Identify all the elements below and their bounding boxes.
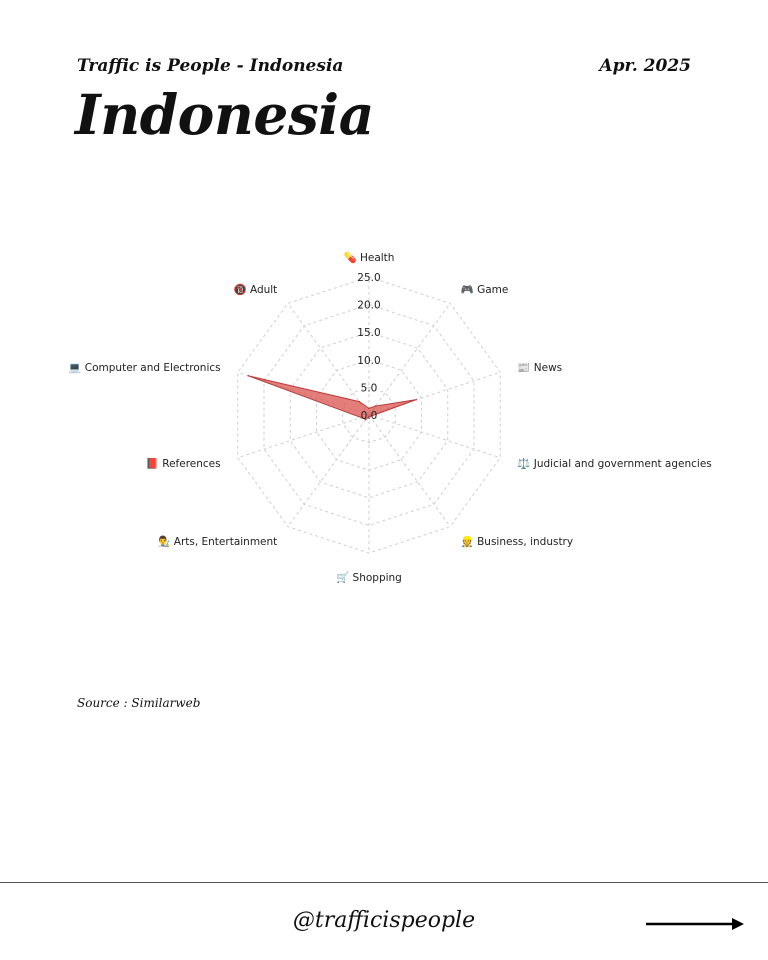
category-label: 📰 News xyxy=(517,361,563,374)
grid-spoke xyxy=(288,415,369,527)
series-area xyxy=(248,376,416,420)
category-label: 🛒 Shopping xyxy=(336,572,402,584)
radial-tick-label: 20.0 xyxy=(357,299,381,312)
category-label: 💻 Computer and Electronics xyxy=(68,361,221,374)
radial-tick-label: 5.0 xyxy=(360,382,378,395)
radial-tick-label: 15.0 xyxy=(357,327,381,340)
category-label: 🎮 Game xyxy=(460,283,509,296)
data-point xyxy=(415,399,417,401)
grid-spoke xyxy=(369,303,450,415)
radial-tick-label: 25.0 xyxy=(357,272,381,284)
page-title: Indonesia xyxy=(75,82,374,147)
radial-tick-label: 10.0 xyxy=(357,354,381,367)
grid-spoke xyxy=(238,415,369,458)
report-date: Apr. 2025 xyxy=(599,56,691,76)
category-label: 👨‍🎨 Arts, Entertainment xyxy=(157,536,278,549)
category-label: ⚖️ Judicial and government agencies xyxy=(517,458,712,471)
data-point xyxy=(375,405,377,407)
next-arrow-icon[interactable] xyxy=(646,914,746,934)
category-label: 📕 References xyxy=(145,458,221,471)
category-label: 🔞 Adult xyxy=(233,283,278,296)
grid-spoke xyxy=(369,415,500,458)
source-note: Source : Similarweb xyxy=(77,696,201,710)
footer-divider xyxy=(0,882,768,883)
data-point xyxy=(368,408,370,410)
category-label: 👷 Business, industry xyxy=(460,536,574,549)
data-point xyxy=(247,375,249,377)
category-label: 💊 Health xyxy=(343,252,395,264)
data-point xyxy=(358,401,360,403)
chart-subtitle: Traffic is People - Indonesia xyxy=(77,56,344,76)
radial-tick-label: 0.0 xyxy=(360,410,378,422)
grid-spoke xyxy=(369,415,450,527)
footer-handle: @trafficispeople xyxy=(292,908,476,933)
